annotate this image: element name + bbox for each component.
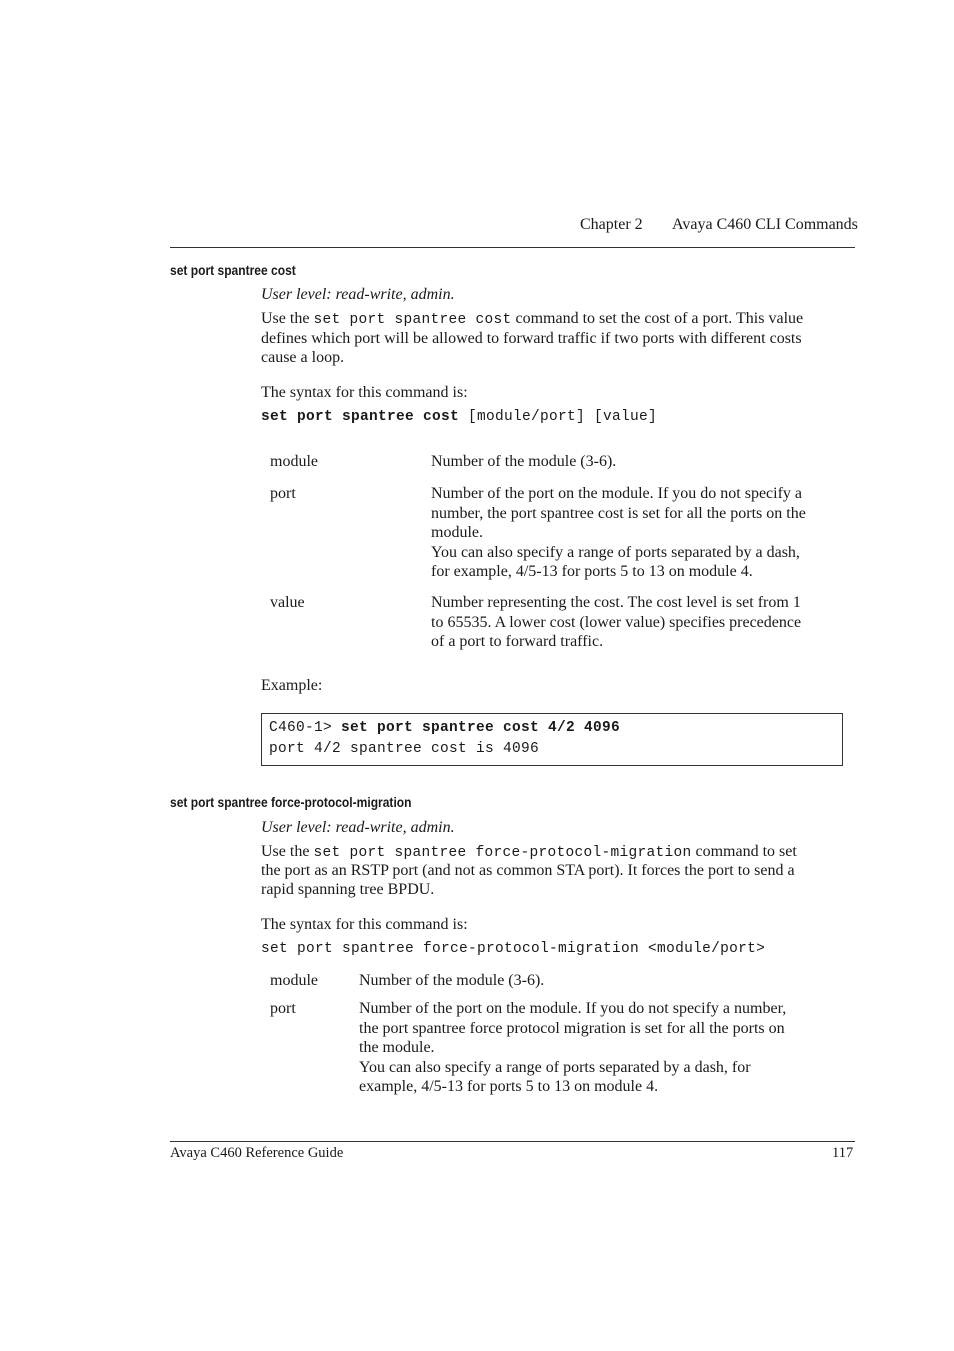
description-text: Use the [261, 843, 314, 860]
syntax-intro: The syntax for this command is: [261, 916, 468, 933]
syntax-arguments: [module/port] [value] [459, 409, 658, 425]
inline-command: set port spantree force-protocol-migration [313, 845, 692, 861]
syntax-line: set port spantree force-protocol-migration <module/port> [261, 941, 766, 957]
param-desc-port [359, 999, 786, 1097]
param-desc-line: Number of the port on the module. If you do not specify a number, [359, 1000, 787, 1017]
param-desc-line: Number of the module (3-6). [431, 453, 617, 470]
param-name-port: port [270, 1000, 296, 1017]
description-line-2: the port as an RSTP port (and not as common STA port). It forces the port to send a [261, 862, 795, 879]
param-desc-line: number, the port spantree cost is set for all the ports on the [431, 504, 806, 522]
user-level-note: User level: read-write, admin. [261, 286, 455, 303]
example-command-line [269, 720, 620, 736]
param-desc-line: Number representing the cost. The cost level is set from 1 [431, 594, 801, 611]
param-desc-line: the port spantree force protocol migration is set for all the ports on [359, 1019, 785, 1037]
footer-page-number: 117 [832, 1145, 854, 1161]
param-name-module: module [270, 972, 318, 989]
inline-command: set port spantree cost [313, 312, 512, 328]
section-heading-force-protocol-migration: set port spantree force-protocol-migration [170, 794, 412, 810]
header-chapter: Chapter 2 [580, 216, 643, 233]
param-desc-module [359, 971, 544, 991]
param-desc-line: Number of the module (3-6). [359, 972, 545, 989]
param-name-value: value [270, 594, 305, 611]
description-line-2: defines which port will be allowed to forward traffic if two ports with different costs [261, 330, 802, 347]
syntax-intro: The syntax for this command is: [261, 384, 468, 401]
description-text: command to set the cost of a port. This value [511, 310, 804, 327]
example-code-box [261, 713, 843, 766]
cli-prompt: C460-1> [269, 720, 342, 736]
syntax-line [261, 409, 657, 425]
footer-guide-title: Avaya C460 Reference Guide [170, 1145, 344, 1161]
description-line-3: cause a loop. [261, 349, 345, 366]
param-desc-line: example, 4/5-13 for ports 5 to 13 on module 4. [359, 1078, 659, 1095]
description-line-1 [261, 309, 803, 331]
param-desc-line: for example, 4/5-13 for ports 5 to 13 on module 4. [431, 563, 753, 580]
header-title: Avaya C460 CLI Commands [672, 216, 858, 233]
param-desc-line: Number of the port on the module. If you do not specify a [431, 485, 803, 502]
user-level-note: User level: read-write, admin. [261, 819, 455, 836]
param-desc-line: the module. [359, 1039, 435, 1056]
header-rule [170, 247, 855, 248]
syntax-command: set port spantree cost [261, 409, 460, 425]
description-line-3: rapid spanning tree BPDU. [261, 881, 435, 898]
description-text: Use the [261, 310, 314, 327]
param-desc-line: You can also specify a range of ports separated by a dash, for [359, 1058, 751, 1076]
example-label: Example: [261, 677, 323, 694]
example-output-line: port 4/2 spantree cost is 4096 [269, 741, 540, 757]
cli-command: set port spantree cost 4/2 4096 [341, 720, 621, 736]
param-name-port: port [270, 485, 296, 502]
description-text: command to set [691, 843, 797, 860]
param-desc-line: module. [431, 524, 483, 541]
param-desc-line: of a port to forward traffic. [431, 633, 604, 650]
param-desc-line: to 65535. A lower cost (lower value) specifies precedence [431, 613, 802, 631]
param-desc-line: You can also specify a range of ports separated by a dash, [431, 543, 800, 561]
param-desc-module [431, 452, 616, 472]
footer-rule [170, 1141, 855, 1142]
param-name-module: module [270, 453, 318, 470]
section-heading-spantree-cost: set port spantree cost [170, 262, 296, 278]
param-desc-port [431, 484, 806, 582]
param-desc-value [431, 593, 801, 652]
